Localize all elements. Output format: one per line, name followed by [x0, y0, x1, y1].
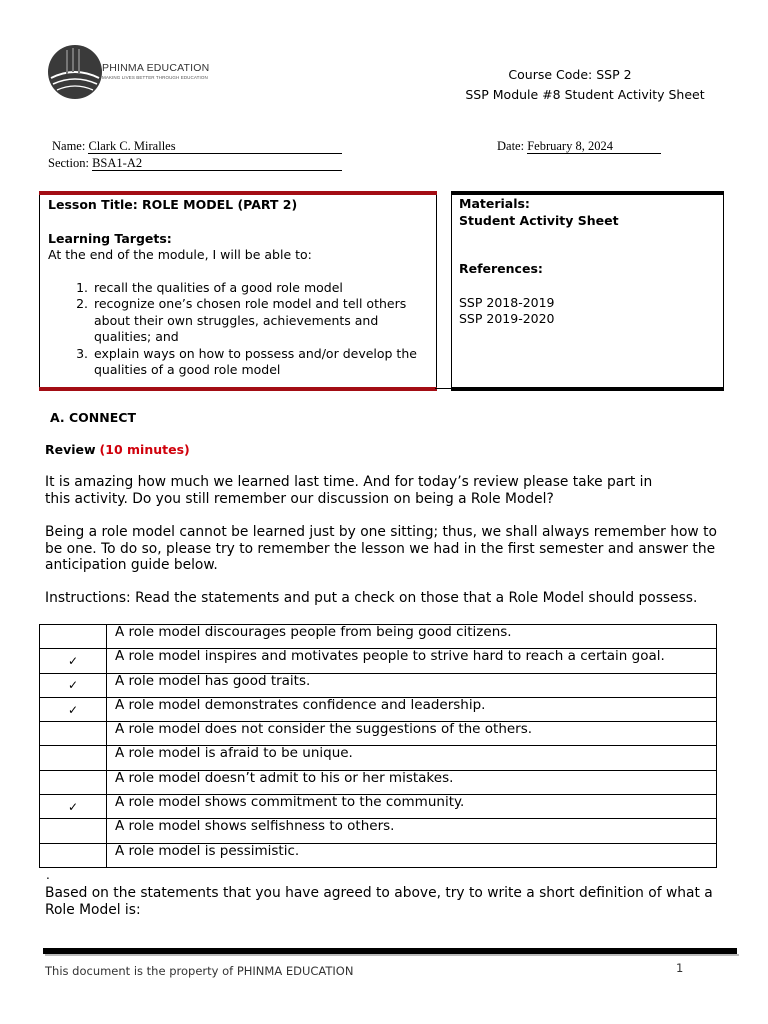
targets-list — [48, 280, 428, 379]
review-line — [45, 442, 190, 457]
check-cell[interactable]: ✓ — [40, 795, 107, 819]
divider-column — [435, 191, 452, 389]
section-label: Section: — [48, 156, 89, 170]
target-item: 2. recognize one’s chosen role model and tell others about their own struggles, achievements and qualities; and — [92, 296, 428, 346]
statement-cell: A role model is pessimistic. — [107, 843, 717, 867]
name-field — [52, 139, 342, 154]
reference-item: SSP 2018-2019 — [459, 294, 555, 310]
lesson-bottom-bar — [39, 387, 437, 391]
check-cell[interactable]: ✓ — [40, 697, 107, 721]
targets-heading: Learning Targets: — [48, 230, 172, 246]
name-value: Clark C. Miralles — [88, 139, 342, 154]
section-heading: A. CONNECT — [50, 410, 136, 425]
course-code: Course Code: SSP 2 — [508, 67, 632, 82]
table-row — [40, 697, 717, 721]
date-field — [497, 139, 661, 154]
date-value: February 8, 2024 — [527, 139, 661, 154]
statement-cell: A role model doesn’t admit to his or her mistakes. — [107, 770, 717, 794]
table-row — [40, 625, 717, 649]
statement-cell: A role model does not consider the suggestions of the others. — [107, 722, 717, 746]
lesson-title: Lesson Title: ROLE MODEL (PART 2) — [48, 197, 298, 212]
footer-text: This document is the property of PHINMA EDUCATION — [45, 964, 354, 978]
table-row — [40, 795, 717, 819]
check-cell[interactable] — [40, 746, 107, 770]
materials-box — [451, 191, 724, 391]
table-row — [40, 722, 717, 746]
table-row — [40, 843, 717, 867]
targets-intro: At the end of the module, I will be able to: — [48, 247, 312, 262]
check-cell[interactable] — [40, 625, 107, 649]
anticipation-table — [39, 624, 717, 868]
check-cell[interactable]: ✓ — [40, 649, 107, 673]
check-cell[interactable] — [40, 722, 107, 746]
stray-dot: . — [46, 868, 50, 882]
check-cell[interactable] — [40, 843, 107, 867]
footer-rule — [43, 948, 737, 954]
table-row — [40, 649, 717, 673]
check-cell[interactable] — [40, 770, 107, 794]
table-row — [40, 746, 717, 770]
date-label: Date: — [497, 139, 525, 153]
lesson-content — [48, 197, 428, 379]
statement-cell: A role model has good traits. — [107, 673, 717, 697]
materials-bottom-bar — [451, 387, 724, 391]
lesson-top-bar — [39, 191, 437, 195]
statement-cell: A role model demonstrates confidence and leadership. — [107, 697, 717, 721]
check-cell[interactable]: ✓ — [40, 673, 107, 697]
section-value: BSA1-A2 — [92, 156, 342, 171]
definition-prompt: Based on the statements that you have agreed to above, try to write a short definition of what a Role Model is: — [45, 885, 713, 918]
target-item: 3. explain ways on how to possess and/or develop the qualities of a good role model — [92, 346, 428, 379]
table-row — [40, 770, 717, 794]
statement-cell: A role model inspires and motivates people to strive hard to reach a certain goal. — [107, 649, 717, 673]
logo-tagline: MAKING LIVES BETTER THROUGH EDUCATION — [102, 75, 208, 80]
review-label: Review — [45, 442, 96, 457]
statement-cell: A role model discourages people from being good citizens. — [107, 625, 717, 649]
check-cell[interactable] — [40, 819, 107, 843]
review-time: (10 minutes) — [99, 442, 190, 457]
statement-cell: A role model is afraid to be unique. — [107, 746, 717, 770]
footer-shadow — [45, 954, 739, 956]
page-number: 1 — [676, 961, 684, 975]
reference-item: SSP 2019-2020 — [459, 311, 555, 326]
references-heading: References: — [459, 261, 543, 276]
statement-cell: A role model shows commitment to the community. — [107, 795, 717, 819]
logo-name: PHINMA EDUCATION — [102, 62, 210, 74]
name-label: Name: — [52, 139, 86, 153]
statement-cell: A role model shows selfishness to others. — [107, 819, 717, 843]
section-field — [48, 156, 342, 171]
materials-heading: Materials: — [459, 196, 530, 211]
module-title: SSP Module #8 Student Activity Sheet — [465, 87, 705, 102]
materials-item: Student Activity Sheet — [459, 212, 619, 228]
materials-content — [459, 196, 619, 328]
materials-top-bar — [451, 191, 724, 195]
review-paragraph-1: It is amazing how much we learned last time. And for today’s review please take part in this activity. Do you still remember our discussion on being a Role Model? — [45, 474, 653, 507]
instructions: Instructions: Read the statements and put a check on those that a Role Model should possess. — [45, 590, 698, 606]
lesson-box — [39, 191, 437, 391]
table-row — [40, 673, 717, 697]
table-row — [40, 819, 717, 843]
target-item: 1. recall the qualities of a good role model — [92, 280, 428, 297]
review-paragraph-2: Being a role model cannot be learned just by one sitting; thus, we shall always remember how to be one. To do so, please try to remember the lesson we had in the first semester and answer the anticipation guide below. — [45, 524, 717, 573]
